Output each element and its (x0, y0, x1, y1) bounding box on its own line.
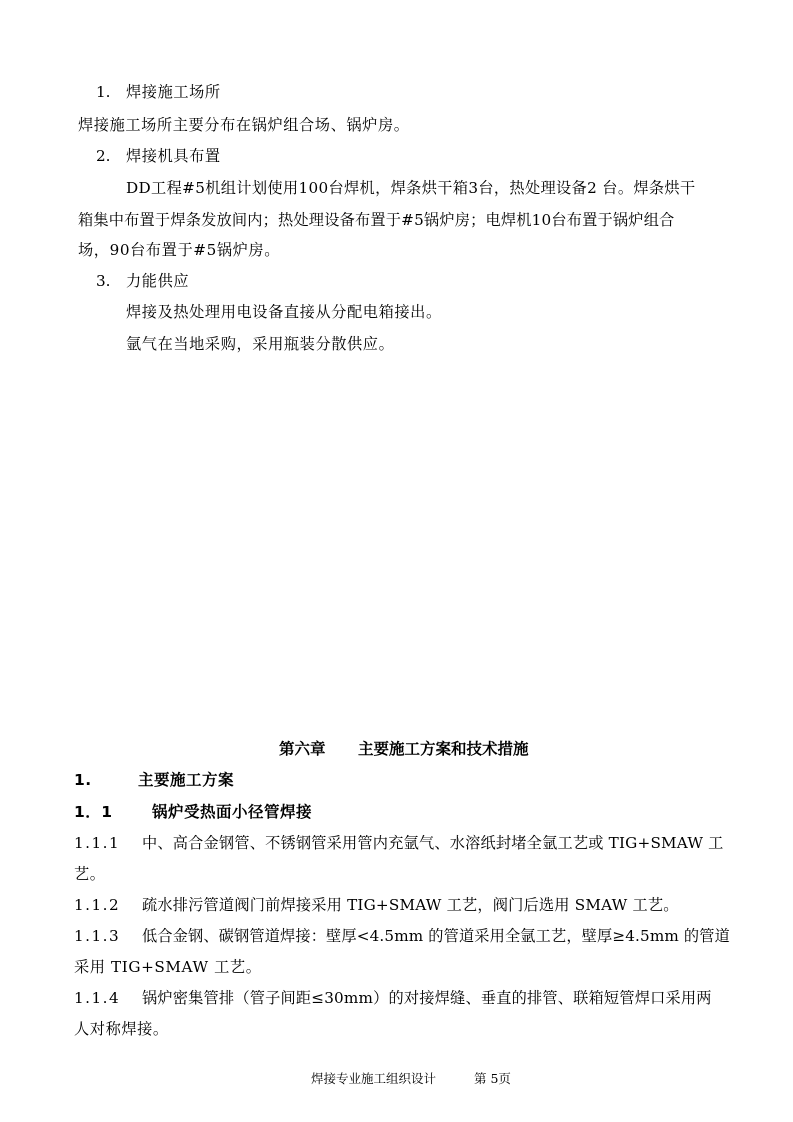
section-1-title: 主要施工方案 (138, 771, 235, 789)
section-1-1-title: 锅炉受热面小径管焊接 (152, 803, 313, 821)
para-1-1-4-line-1: 锅炉密集管排（管子间距≤30mm）的对接焊缝、垂直的排管、联箱短管焊口采用两 (142, 989, 712, 1007)
item-2-body-line-2: 箱集中布置于焊条发放间内；热处理设备布置于#5锅炉房；电焊机10台布置于锅炉组合 (78, 211, 675, 229)
footer-doc-title: 焊接专业施工组织设计 (311, 1071, 437, 1086)
item-1-number: 1. (96, 83, 111, 101)
item-3-body-line-2: 氩气在当地采购，采用瓶装分散供应。 (126, 335, 395, 353)
para-1-1-3-line-1: 低合金钢、碳钢管道焊接：壁厚<4.5mm 的管道采用全氩工艺，壁厚≥4.5mm 的管道 (142, 927, 730, 945)
item-3-body-line-1: 焊接及热处理用电设备直接从分配电箱接出。 (126, 303, 442, 321)
para-1-1-2-line-1: 疏水排污管道阀门前焊接采用 TIG+SMAW 工艺，阀门后选用 SMAW 工艺。 (142, 896, 679, 914)
item-2-number: 2. (96, 147, 111, 165)
chapter-label: 第六章 (279, 740, 326, 758)
para-1-1-1-line-2: 艺。 (74, 865, 106, 883)
section-1-1-number: 1．1 (74, 803, 113, 821)
item-2-body-line-3: 场，90台布置于#5锅炉房。 (78, 241, 280, 259)
chapter-title: 主要施工方案和技术措施 (358, 740, 529, 758)
para-1-1-3-line-2: 采用 TIG+SMAW 工艺。 (74, 958, 262, 976)
item-3-number: 3. (96, 272, 111, 290)
para-1-1-1-number: 1.1.1 (74, 834, 121, 852)
para-1-1-1-line-1: 中、高合金钢管、不锈钢管采用管内充氩气、水溶纸封堵全氩工艺或 TIG+SMAW 工 (142, 834, 724, 852)
para-1-1-3-number: 1.1.3 (74, 927, 121, 945)
item-2-body-line-1: DD工程#5机组计划使用100台焊机，焊条烘干箱3台，热处理设备2 台。焊条烘干 (126, 179, 696, 197)
item-1-heading: 焊接施工场所 (126, 83, 221, 101)
footer-page-number: 第 5页 (474, 1071, 511, 1086)
para-1-1-4-line-2: 人对称焊接。 (74, 1020, 169, 1038)
item-1-body: 焊接施工场所主要分布在锅炉组合场、锅炉房。 (78, 116, 410, 134)
para-1-1-2-number: 1.1.2 (74, 896, 121, 914)
item-3-heading: 力能供应 (126, 272, 190, 290)
item-2-heading: 焊接机具布置 (126, 147, 221, 165)
section-1-number: 1. (74, 771, 92, 789)
para-1-1-4-number: 1.1.4 (74, 989, 121, 1007)
